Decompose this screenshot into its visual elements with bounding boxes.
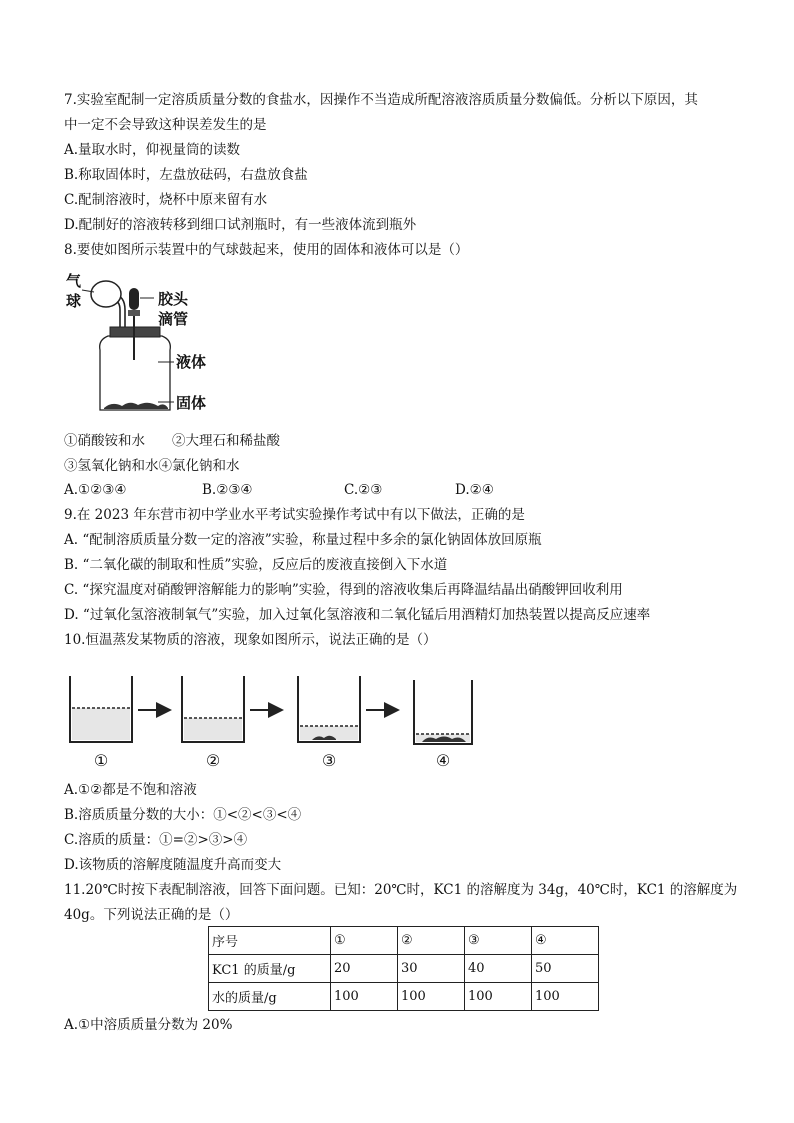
table-cell: 30: [398, 955, 465, 983]
beaker-label-4: ④: [435, 751, 451, 770]
q11-stem-line-1: 11.20℃时按下表配制溶液，回答下面问题。已知：20℃时，KC1 的溶解度为 34g，40℃时，KC1 的溶解度为: [64, 882, 738, 898]
q10-stem: 10.恒温蒸发某物质的溶液，现象如图所示，说法正确的是（）: [64, 632, 437, 648]
q8-stem: 8.要使如图所示装置中的气球鼓起来，使用的固体和液体可以是（）: [64, 242, 469, 258]
q8-pairs-line-1: ①硝酸铵和水 ②大理石和稀盐酸: [64, 433, 280, 449]
table-cell: 50: [532, 955, 599, 983]
q7-option-c: C.配制溶液时，烧杯中原来留有水: [64, 192, 268, 208]
beaker-2: [182, 676, 244, 742]
table-row: [209, 955, 599, 983]
table-header-cell: ②: [398, 927, 465, 955]
q10-option-d: D.该物质的溶解度随温度升高而变大: [64, 857, 282, 873]
label-solid: 固体: [176, 394, 207, 412]
beaker-label-2: ②: [205, 751, 221, 770]
balloon-apparatus-figure: [62, 270, 212, 420]
q8-option-b: B.②③④: [202, 482, 253, 498]
q9-option-d: D. “过氧化氢溶液制氧气”实验，加入过氧化氢溶液和二氧化锰后用酒精灯加热装置以提高反应速率: [64, 607, 651, 623]
label-dropper-1: 胶头: [158, 290, 189, 308]
q7-stem-line-2: 中一定不会导致这种误差发生的是: [64, 117, 267, 133]
beaker-label-1: ①: [93, 751, 109, 770]
beaker-label-3: ③: [321, 751, 337, 770]
table-cell: 20: [331, 955, 398, 983]
q9-stem: 9.在 2023 年东营市初中学业水平考试实验操作考试中有以下做法，正确的是: [64, 507, 525, 523]
table-header-cell: ①: [331, 927, 398, 955]
table-row: [209, 983, 599, 1011]
q10-option-a: A.①②都是不饱和溶液: [64, 782, 197, 798]
q10-option-b: B.溶质质量分数的大小：①<②<③<④: [64, 807, 302, 823]
table-cell: 100: [331, 983, 398, 1011]
evaporation-beakers-figure: [62, 662, 502, 774]
q11-stem-line-2: 40g。下列说法正确的是（）: [64, 907, 239, 923]
label-dropper-2: 滴管: [158, 310, 189, 328]
table-cell: 40: [465, 955, 532, 983]
q8-option-a: A.①②③④: [64, 482, 127, 498]
q7-option-d: D.配制好的溶液转移到细口试剂瓶时，有一些液体流到瓶外: [64, 217, 417, 233]
q8-option-c: C.②③: [344, 482, 383, 498]
table-header-row: [209, 927, 599, 955]
q10-option-c: C.溶质的质量：①=②>③>④: [64, 832, 248, 848]
q7-option-a: A.量取水时，仰视量筒的读数: [64, 142, 241, 158]
table-cell: KC1 的质量/g: [209, 955, 331, 983]
dropper-bulb-icon: [129, 288, 139, 310]
q9-option-a: A. “配制溶质质量分数一定的溶液”实验，称量过程中多余的氯化钠固体放回原瓶: [64, 532, 542, 548]
q7-stem-line-1: 7.实验室配制一定溶质质量分数的食盐水，因操作不当造成所配溶液溶质质量分数偏低。分析以下原因，其: [64, 92, 698, 108]
table-cell: 100: [532, 983, 599, 1011]
table-cell: 100: [465, 983, 532, 1011]
table-cell: 水的质量/g: [209, 983, 331, 1011]
kcl-solution-table: [208, 926, 599, 1011]
table-header-cell: ③: [465, 927, 532, 955]
table-cell: 100: [398, 983, 465, 1011]
beaker-1: [70, 676, 132, 742]
q9-option-c: C. “探究温度对硝酸钾溶解能力的影响”实验，得到的溶液收集后再降温结晶出硝酸钾回收利用: [64, 582, 623, 598]
table-header-cell: 序号: [209, 927, 331, 955]
q11-option-a: A.①中溶质质量分数为 20%: [64, 1017, 233, 1033]
label-balloon-2: 球: [66, 292, 82, 310]
label-liquid: 液体: [176, 353, 207, 371]
q8-option-d: D.②④: [455, 482, 494, 498]
beaker-3: [298, 676, 360, 742]
q7-option-b: B.称取固体时，左盘放砝码，右盘放食盐: [64, 167, 308, 183]
table-header-cell: ④: [532, 927, 599, 955]
balloon-icon: [91, 281, 121, 307]
q9-option-b: B. “二氧化碳的制取和性质”实验，反应后的废液直接倒入下水道: [64, 557, 448, 573]
label-balloon-1: 气: [66, 272, 82, 290]
beaker-4: [414, 680, 472, 744]
q8-pairs-line-2: ③氢氧化钠和水④氯化钠和水: [64, 458, 240, 474]
